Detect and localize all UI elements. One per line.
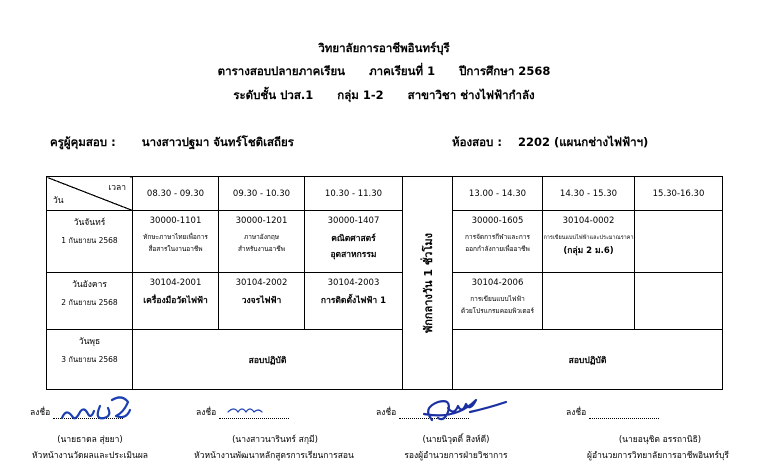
- exam-cell: [219, 211, 305, 273]
- signer-position-4: ผู้อำนวยการวิทยาลัยการอาชีพอินทร์บุรี: [586, 451, 729, 461]
- course-name: การติดตั้งไฟฟ้า 1: [320, 296, 387, 306]
- day-date: 3 กันยายน 2568: [61, 355, 118, 364]
- course-name-line1: การเขียนแบบไฟฟ้า: [470, 295, 525, 303]
- course-name-line2: (กลุ่ม 2 ม.6): [563, 246, 614, 257]
- slot-header: 13.00 - 14.30: [453, 177, 543, 211]
- course-code: 30104-2006: [471, 278, 524, 288]
- signature-dots: [53, 408, 123, 419]
- course-name-line1: คณิตศาสตร์: [331, 234, 376, 244]
- course-code: 30000-1605: [471, 216, 524, 226]
- course-name: [219, 231, 304, 256]
- course-code: 30104-2003: [327, 278, 380, 288]
- room-line: [452, 134, 648, 152]
- slot-header: 09.30 - 10.30: [219, 177, 305, 211]
- day-cell: [47, 211, 133, 273]
- course-name: [305, 231, 402, 263]
- slot-header: 08.30 - 09.30: [133, 177, 219, 211]
- course-code: 30000-1101: [149, 216, 202, 226]
- practical-exam-pm: สอบปฏิบัติ: [453, 330, 723, 390]
- class-info-line: [0, 87, 768, 105]
- course-code: 30104-0002: [562, 216, 615, 226]
- course-name: วงจรไฟฟ้า: [241, 296, 282, 306]
- proctor-label: ครูผู้คุมสอบ :: [50, 135, 116, 149]
- empty-cell: [635, 273, 723, 330]
- course-name-line1: การเขียนแบบไฟฟ้าและประมาณราคา: [543, 235, 634, 241]
- day-date: 2 กันยายน 2568: [61, 298, 118, 307]
- signer-name-1: (นายธาดล สุ่ยยา): [57, 435, 123, 445]
- course-name-line2: อุตสาหกรรม: [330, 250, 377, 261]
- course-code: 30104-2002: [235, 278, 288, 288]
- signature-line-3: [376, 405, 469, 419]
- table-corner-cell: [47, 177, 133, 211]
- signature-line-4: [566, 405, 659, 419]
- signer-name-4: (นายอนุชิต อรรถานิธิ): [618, 435, 702, 445]
- day-name: วันจันทร์: [73, 218, 106, 228]
- signature-line-2: [196, 405, 289, 419]
- day-name: วันพุธ: [78, 337, 101, 347]
- lunch-break-label: พักกลางวัน 1 ชั่วโมง: [421, 232, 435, 334]
- table-row: [47, 211, 723, 273]
- room-label: ห้องสอบ :: [452, 135, 502, 149]
- signer-position-3: รองผู้อำนวยการฝ่ายวิชาการ: [404, 451, 508, 461]
- signature-dots: [219, 408, 289, 419]
- day-name: วันอังคาร: [72, 280, 107, 290]
- table-row: [47, 273, 723, 330]
- exam-cell: [453, 211, 543, 273]
- signature-dots: [589, 408, 659, 419]
- course-name-line2: ออกกำลังกายเพื่ออาชีพ: [465, 245, 530, 254]
- signer-name-2: (นางสาวนารินทร์ สกุมี): [232, 435, 318, 445]
- exam-cell: [543, 211, 635, 273]
- class-group: กลุ่ม 1-2: [337, 88, 384, 102]
- table-header-row: [47, 177, 723, 211]
- signature-dots: [399, 408, 469, 419]
- exam-cell: [133, 211, 219, 273]
- exam-cell: [133, 273, 219, 330]
- course-name: [453, 293, 542, 318]
- day-cell: [47, 330, 133, 390]
- slot-header: 14.30 - 15.30: [543, 177, 635, 211]
- course-name-line2: สำหรับงานอาชีพ: [237, 245, 286, 254]
- academic-year: ปีการศึกษา 2568: [459, 64, 551, 78]
- course-name: [453, 231, 542, 256]
- course-code: 30000-1201: [235, 216, 288, 226]
- corner-day-label: วัน: [53, 196, 64, 206]
- signer-name-3: (นายนิวุตติ์ สิงห์ดี): [422, 435, 490, 445]
- course-name-line2: สื่อสารในงานอาชีพ: [148, 245, 203, 254]
- exam-cell: [305, 273, 403, 330]
- class-level: ระดับชั้น ปวส.1: [233, 88, 314, 102]
- practical-exam-am: สอบปฏิบัติ: [133, 330, 403, 390]
- course-code: 30104-2001: [149, 278, 202, 288]
- course-name: เครื่องมือวัดไฟฟ้า: [143, 296, 208, 306]
- college-name: วิทยาลัยการอาชีพอินทร์บุรี: [318, 41, 450, 55]
- course-code: 30000-1407: [327, 216, 380, 226]
- course-name-line2: ด้วยโปรแกรมคอมพิวเตอร์: [461, 307, 534, 316]
- sign-label: ลงชื่อ: [566, 408, 587, 418]
- sign-label: ลงชื่อ: [376, 408, 397, 418]
- exam-cell: [219, 273, 305, 330]
- table-row: [47, 330, 723, 390]
- major: สาขาวิชา ช่างไฟฟ้ากำลัง: [407, 88, 535, 102]
- exam-cell: [305, 211, 403, 273]
- room-value: 2202 (แผนกช่างไฟฟ้าฯ): [517, 135, 649, 149]
- signer-position-2: หัวหน้างานพัฒนาหลักสูตรการเรียนการสอน: [194, 451, 354, 461]
- sign-label: ลงชื่อ: [196, 408, 217, 418]
- lunch-break-cell: [403, 177, 453, 390]
- empty-cell: [635, 211, 723, 273]
- course-name: [543, 231, 634, 260]
- course-name: [133, 231, 218, 256]
- course-name-line1: ภาษาอังกฤษ: [243, 233, 280, 241]
- signer-position-1: หัวหน้างานวัดผลและประเมินผล: [31, 451, 149, 461]
- course-name-line1: ทักษะภาษาไทยเพื่อการ: [143, 233, 208, 241]
- exam-schedule-table: [46, 176, 723, 390]
- slot-header: 10.30 - 11.30: [305, 177, 403, 211]
- schedule-title: ตารางสอบปลายภาคเรียน: [217, 64, 346, 78]
- proctor-line: [50, 134, 294, 152]
- course-name-line1: การจัดการกีฬาและการ: [465, 233, 530, 241]
- exam-cell: [453, 273, 543, 330]
- empty-cell: [543, 273, 635, 330]
- signature-line-1: [30, 405, 123, 419]
- proctor-name: นางสาวปฐมา จันทร์โชติเสถียร: [141, 135, 294, 149]
- sign-label: ลงชื่อ: [30, 408, 51, 418]
- slot-header: 15.30-16.30: [635, 177, 723, 211]
- semester: ภาคเรียนที่ 1: [369, 64, 436, 78]
- schedule-title-line: [0, 63, 768, 81]
- day-date: 1 กันยายน 2568: [61, 236, 118, 245]
- corner-time-label: เวลา: [108, 183, 126, 193]
- day-cell: [47, 273, 133, 330]
